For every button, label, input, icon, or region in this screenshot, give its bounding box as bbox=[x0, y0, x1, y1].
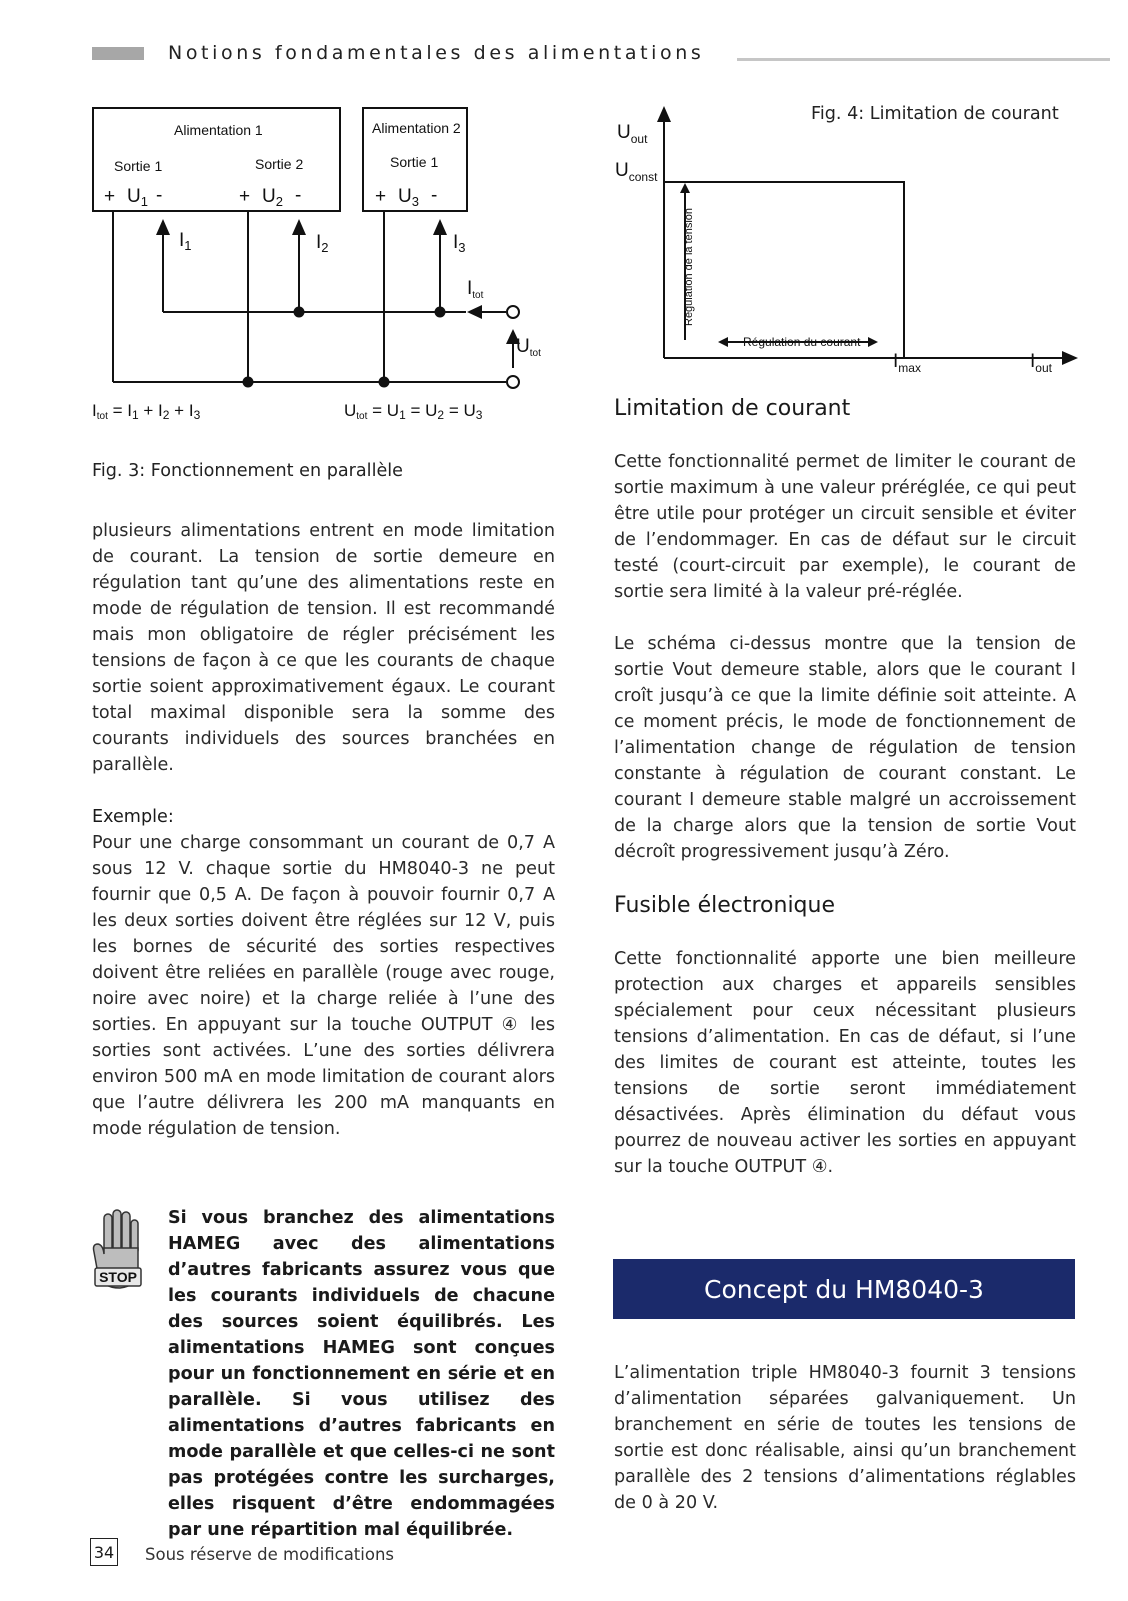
minus-sign: - bbox=[431, 185, 438, 206]
plus-sign: + bbox=[104, 186, 116, 207]
right-column-top bbox=[614, 449, 1076, 865]
left-column bbox=[92, 518, 555, 1142]
heading-current-limit: Limitation de courant bbox=[614, 396, 851, 421]
paragraph-current-limit-graph: Le schéma ci-dessus montre que la tension de sortie Vout demeure stable, alors que le courant I croît jusqu’à ce que la limite définie soit atteinte. A ce moment précis, le mode de fonctionnement de l’alimentation change de régulation de tension constante à régulation de courant constant. Le courant I demeure stable malgré un accroissement de la charge alors que la tension de sortie Vout décroît progressivement jusqu’à Zéro. bbox=[614, 634, 1076, 862]
label-uout: $U_{out}$ bbox=[617, 122, 648, 146]
label-i3: $I_3$ bbox=[453, 232, 466, 255]
label-output-1: Sortie 1 bbox=[114, 158, 163, 174]
paragraph-current-limit-intro: Cette fonctionnalité permet de limiter le courant de sortie maximum à une valeur préréglée, ce qui peut être utile pour protéger un circuit sensible et éviter de l’endommager. En cas de défaut sur le circuit testé (court-circuit par exemple), le courant de sortie sera limité à la valeur pré-réglée. bbox=[614, 452, 1076, 602]
stop-hand-icon bbox=[90, 1208, 146, 1292]
stop-label: STOP bbox=[99, 1269, 137, 1285]
label-i2: $I_2$ bbox=[316, 232, 329, 255]
right-column-concept bbox=[614, 1360, 1076, 1516]
label-output-2: Sortie 2 bbox=[255, 156, 304, 172]
example-label: Exemple: bbox=[92, 807, 174, 827]
junction-dot bbox=[379, 377, 390, 388]
equation-utot: Utot = U1 = U2 = U3 bbox=[344, 401, 483, 422]
equation-itot: Itot = I1 + I2 + I3 bbox=[92, 401, 201, 422]
label-iout: $I_{out}$ bbox=[1030, 351, 1052, 375]
fig4-current-limit-graph bbox=[600, 100, 1090, 390]
header-bar-block bbox=[92, 47, 144, 60]
junction-dot bbox=[243, 377, 254, 388]
label-current-regulation: Régulation du courant bbox=[743, 335, 861, 349]
heading-electronic-fuse: Fusible électronique bbox=[614, 893, 835, 918]
section-banner-concept: Concept du HM8040-3 bbox=[613, 1259, 1075, 1319]
output-terminal bbox=[507, 306, 519, 318]
minus-sign: - bbox=[156, 185, 163, 206]
label-u2: $U_2$ bbox=[262, 186, 283, 209]
label-uconst: $U_{const}$ bbox=[615, 160, 658, 184]
label-imax: $I_{max}$ bbox=[893, 351, 921, 375]
header-rule bbox=[737, 58, 1110, 61]
footer-note: Sous réserve de modifications bbox=[145, 1545, 395, 1564]
label-output-3: Sortie 1 bbox=[390, 154, 439, 170]
paragraph-example: Pour une charge consommant un courant de 0,7 A sous 12 V. chaque sortie du HM8040-3 ne peut fournir que 0,5 A. De façon à pouvoir fournir 0,7 A les deux sorties doivent être réglées sur 12 V, puis les bornes de sécurité des sorties respectives doivent être reliées en parallèle (rouge avec rouge, noire avec noire) et la charge reliée à l’une des sorties. En appuyant sur la touche OUTPUT ④ les sorties sont activées. L’une des sorties délivrera environ 500 mA en mode limitation de courant alors que l’autre délivrera les 200 mA manquants en mode régulation de tension. bbox=[92, 833, 555, 1139]
label-u3: $U_3$ bbox=[398, 186, 419, 209]
output-terminal bbox=[507, 376, 519, 388]
label-supply-2: Alimentation 2 bbox=[372, 120, 461, 136]
label-u1: $U_1$ bbox=[127, 186, 148, 209]
plus-sign: + bbox=[375, 186, 387, 207]
paragraph-concept: L’alimentation triple HM8040-3 fournit 3 tensions d’alimentation séparées galvaniquement. Un branchement en série de toutes les tensions de sortie est donc réalisable, ainsi qu’un branchement parallèle des 2 tensions d’alimentations réglables de 0 à 20 V. bbox=[614, 1363, 1076, 1513]
plus-sign: + bbox=[239, 186, 251, 207]
minus-sign: - bbox=[295, 185, 302, 206]
label-i1: $I_1$ bbox=[179, 230, 192, 253]
running-header-title: Notions fondamentales des alimentations bbox=[168, 42, 705, 64]
warning-paragraph: Si vous branchez des alimentations HAMEG avec des alimentations d’autres fabricants assurez vous que les courants individuels de chacune des sources soient équilibrés. Les alimentations HAMEG sont conçues pour un fonctionnement en série et en parallèle. Si vous utilisez des alimentations d’autres fabricants en mode parallèle et que celles-ci ne sont pas protégées contre les surcharges, elles risquent d’être endommagées par une répartition mal équilibrée. bbox=[168, 1208, 555, 1540]
junction-dot bbox=[435, 307, 446, 318]
label-supply-1: Alimentation 1 bbox=[174, 122, 263, 138]
fig3-parallel-circuit-diagram bbox=[86, 100, 576, 440]
fig3-caption: Fig. 3: Fonctionnement en parallèle bbox=[92, 461, 403, 481]
paragraph-parallel-mode: plusieurs alimentations entrent en mode limitation de courant. La tension de sortie demeure en régulation tant qu’une des alimentations reste en mode de régulation de tension. Il est recommandé mais mon obligatoire de régler précisément les tensions de façon à ce que les courants de chaque sortie soient approximativement égaux. Le courant total maximal disponible sera la somme des courants individuels des sources branchées en parallèle. bbox=[92, 521, 555, 775]
fig4-caption: Fig. 4: Limitation de courant bbox=[811, 104, 1059, 124]
junction-dot bbox=[294, 307, 305, 318]
label-voltage-regulation: Régulation de la tension bbox=[683, 207, 695, 326]
right-column-fuse bbox=[614, 946, 1076, 1180]
label-utot: $U_{tot}$ bbox=[516, 336, 541, 359]
label-itot: $I_{tot}$ bbox=[467, 278, 484, 301]
page-number: 34 bbox=[90, 1538, 118, 1566]
paragraph-electronic-fuse: Cette fonctionnalité apporte une bien meilleure protection aux charges et appareils sensibles spécialement pour ceux nécessitant plusieurs tensions d’alimentation. En cas de défaut, si l’une des limites de courant est atteinte, toutes les tensions de sortie seront immédiatement désactivées. Après élimination du défaut vous pourrez de nouveau activer les sorties en appuyant sur la touche OUTPUT ④. bbox=[614, 949, 1076, 1177]
